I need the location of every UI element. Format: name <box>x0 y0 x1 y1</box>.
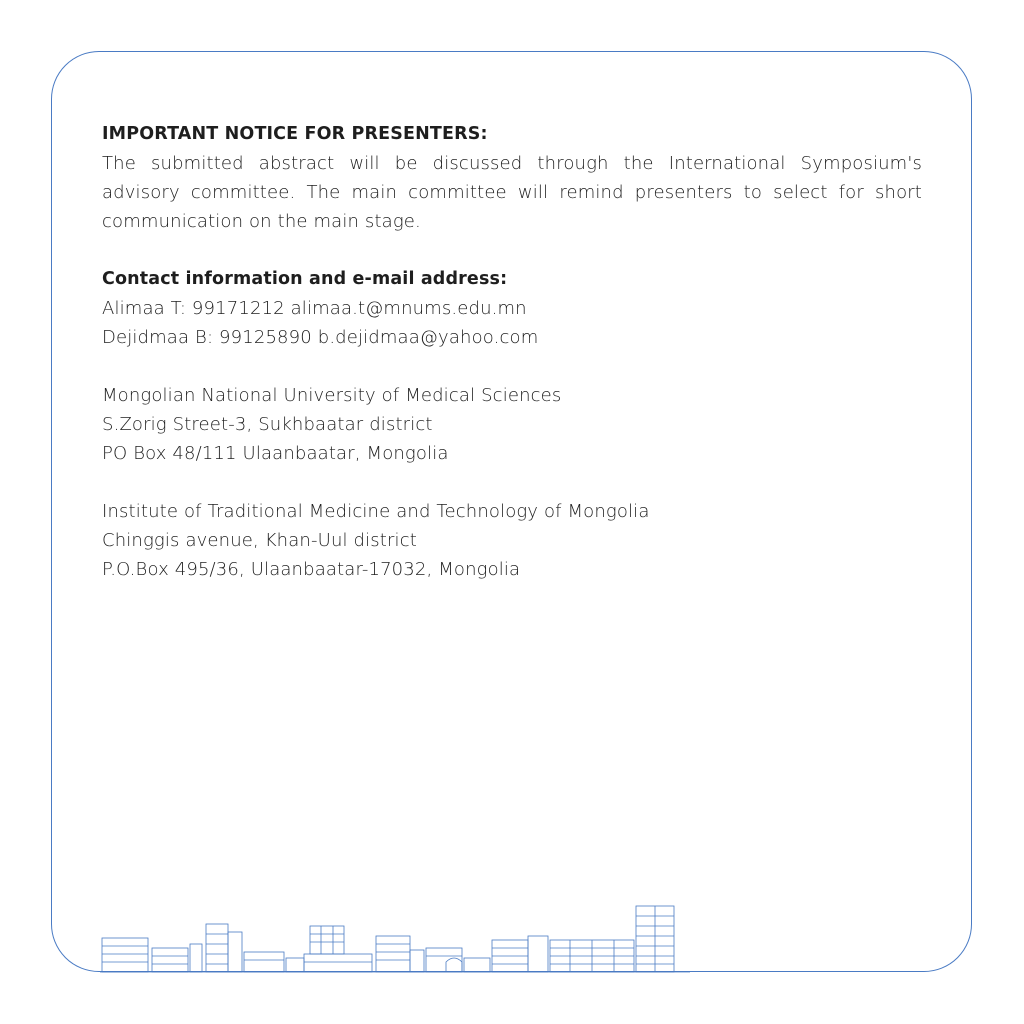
spacer <box>102 236 922 265</box>
institute-name: Institute of Traditional Medicine and Technology of Mongolia <box>102 501 650 522</box>
contact-line-dejidmaa: Dejidmaa B: 99125890 b.dejidmaa@yahoo.com <box>102 327 539 348</box>
spacer <box>102 352 922 381</box>
notice-content <box>102 120 922 584</box>
institute-pobox: P.O.Box 495/36, Ulaanbaatar-17032, Mongolia <box>102 559 521 580</box>
university-name: Mongolian National University of Medical Sciences <box>102 385 562 406</box>
city-skyline-illustration <box>100 900 690 974</box>
university-pobox: PO Box 48/111 Ulaanbaatar, Mongolia <box>102 443 449 464</box>
spacer <box>102 468 922 497</box>
institute-street: Chinggis avenue, Khan-Uul district <box>102 530 417 551</box>
notice-body: The submitted abstract will be discussed through the International Symposium's advisory committee. The main committee will remind presenters to select for short communication on the main stage. <box>102 153 922 232</box>
contact-line-alimaa: Alimaa T: 99171212 alimaa.t@mnums.edu.mn <box>102 298 527 319</box>
university-street: S.Zorig Street-3, Sukhbaatar district <box>102 414 433 435</box>
notice-heading: IMPORTANT NOTICE FOR PRESENTERS: <box>102 124 488 144</box>
contact-heading: Contact information and e-mail address: <box>102 269 508 289</box>
